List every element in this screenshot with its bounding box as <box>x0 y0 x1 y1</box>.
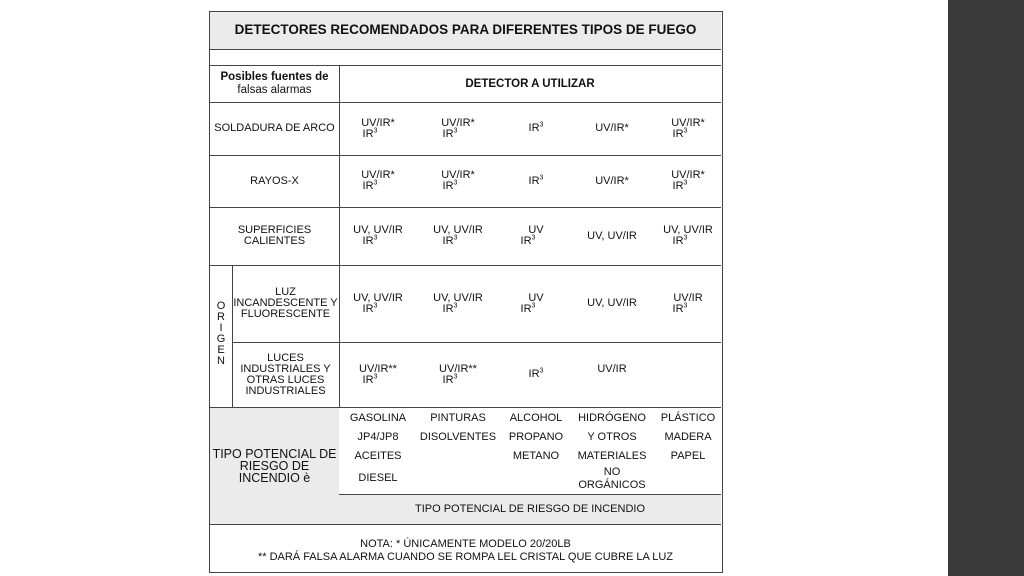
detector-cell: UV/IR* $IR^3$ <box>441 116 475 140</box>
detector-cell: $IR^3$ <box>528 121 544 134</box>
header-false-alarm-sources: Posibles fuentes de falsas alarmas <box>220 71 329 96</box>
detector-cell: $IR^3$ <box>528 173 544 187</box>
detector-cell: $IR^3$ <box>528 367 544 380</box>
detector-cell: UV $IR^3$ <box>520 291 544 315</box>
detector-cell: UV/IR $IR^3$ <box>672 291 703 315</box>
row-label: SOLDADURA DE ARCO <box>214 122 335 134</box>
detector-cell: UV $IR^3$ <box>520 224 544 247</box>
detector-cell: UV/IR* <box>595 174 629 187</box>
risk-column: HIDRÓGENO Y OTROS MATERIALES NO ORGÁNICOS <box>577 412 647 491</box>
header-detector: DETECTOR A UTILIZAR <box>465 78 595 90</box>
risk-type-label: TIPO POTENCIAL DE RIESGO DE INCENDIO è <box>212 447 337 485</box>
detector-cell: UV, UV/IR $IR^3$ <box>433 224 483 247</box>
row-label: RAYOS-X <box>250 174 299 187</box>
risk-column: PINTURAS DISOLVENTES <box>419 412 497 443</box>
detector-cell: UV, UV/IR $IR^3$ <box>433 291 483 315</box>
row-label: SUPERFICIES CALIENTES <box>237 224 312 247</box>
note-line-1: NOTA: * ÚNICAMENTE MODELO 20/20LB <box>360 538 571 550</box>
detector-cell: UV/IR** $IR^3$ <box>359 362 397 386</box>
side-panel <box>948 0 1024 576</box>
note-line-2: ** DARÁ FALSA ALARMA CUANDO SE ROMPA LEL CRISTAL QUE CUBRE LA LUZ <box>257 551 674 563</box>
detector-table-document <box>209 11 723 573</box>
row-label: LUZ INCANDESCENTE Y FLUORESCENTE <box>233 286 338 320</box>
detector-cell: UV/IR* $IR^3$ <box>361 169 395 192</box>
detector-cell: UV/IR* $IR^3$ <box>671 169 705 192</box>
risk-footer-label: TIPO POTENCIAL DE RIESGO DE INCENDIO <box>414 503 646 515</box>
detector-cell: UV, UV/IR $IR^3$ <box>663 224 713 247</box>
detector-cell: UV/IR <box>597 363 627 375</box>
detector-cell: UV, UV/IR <box>587 297 637 309</box>
origin-vertical-label: O R I G E N <box>216 300 226 367</box>
detector-cell: UV, UV/IR $IR^3$ <box>353 224 403 247</box>
detector-cell: UV/IR* $IR^3$ <box>441 169 475 192</box>
detector-cell: UV/IR* $IR^3$ <box>671 116 705 140</box>
row-label: LUCES INDUSTRIALES Y OTRAS LUCES INDUSTRIALES <box>240 351 331 397</box>
risk-column: ALCOHOL PROPANO METANO <box>508 412 564 462</box>
detector-cell: UV/IR** $IR^3$ <box>439 362 477 386</box>
risk-column: GASOLINA JP4/JP8 ACEITES DIESEL <box>349 412 407 484</box>
detector-cell: UV, UV/IR <box>587 229 637 242</box>
detector-cell: UV, UV/IR $IR^3$ <box>353 291 403 315</box>
risk-column: PLÁSTICO MADERA PAPEL <box>660 412 716 462</box>
detector-cell: UV/IR* $IR^3$ <box>361 116 395 140</box>
table-title: DETECTORES RECOMENDADOS PARA DIFERENTES TIPOS DE FUEGO <box>234 22 697 37</box>
detector-cell: UV/IR* <box>595 122 629 134</box>
